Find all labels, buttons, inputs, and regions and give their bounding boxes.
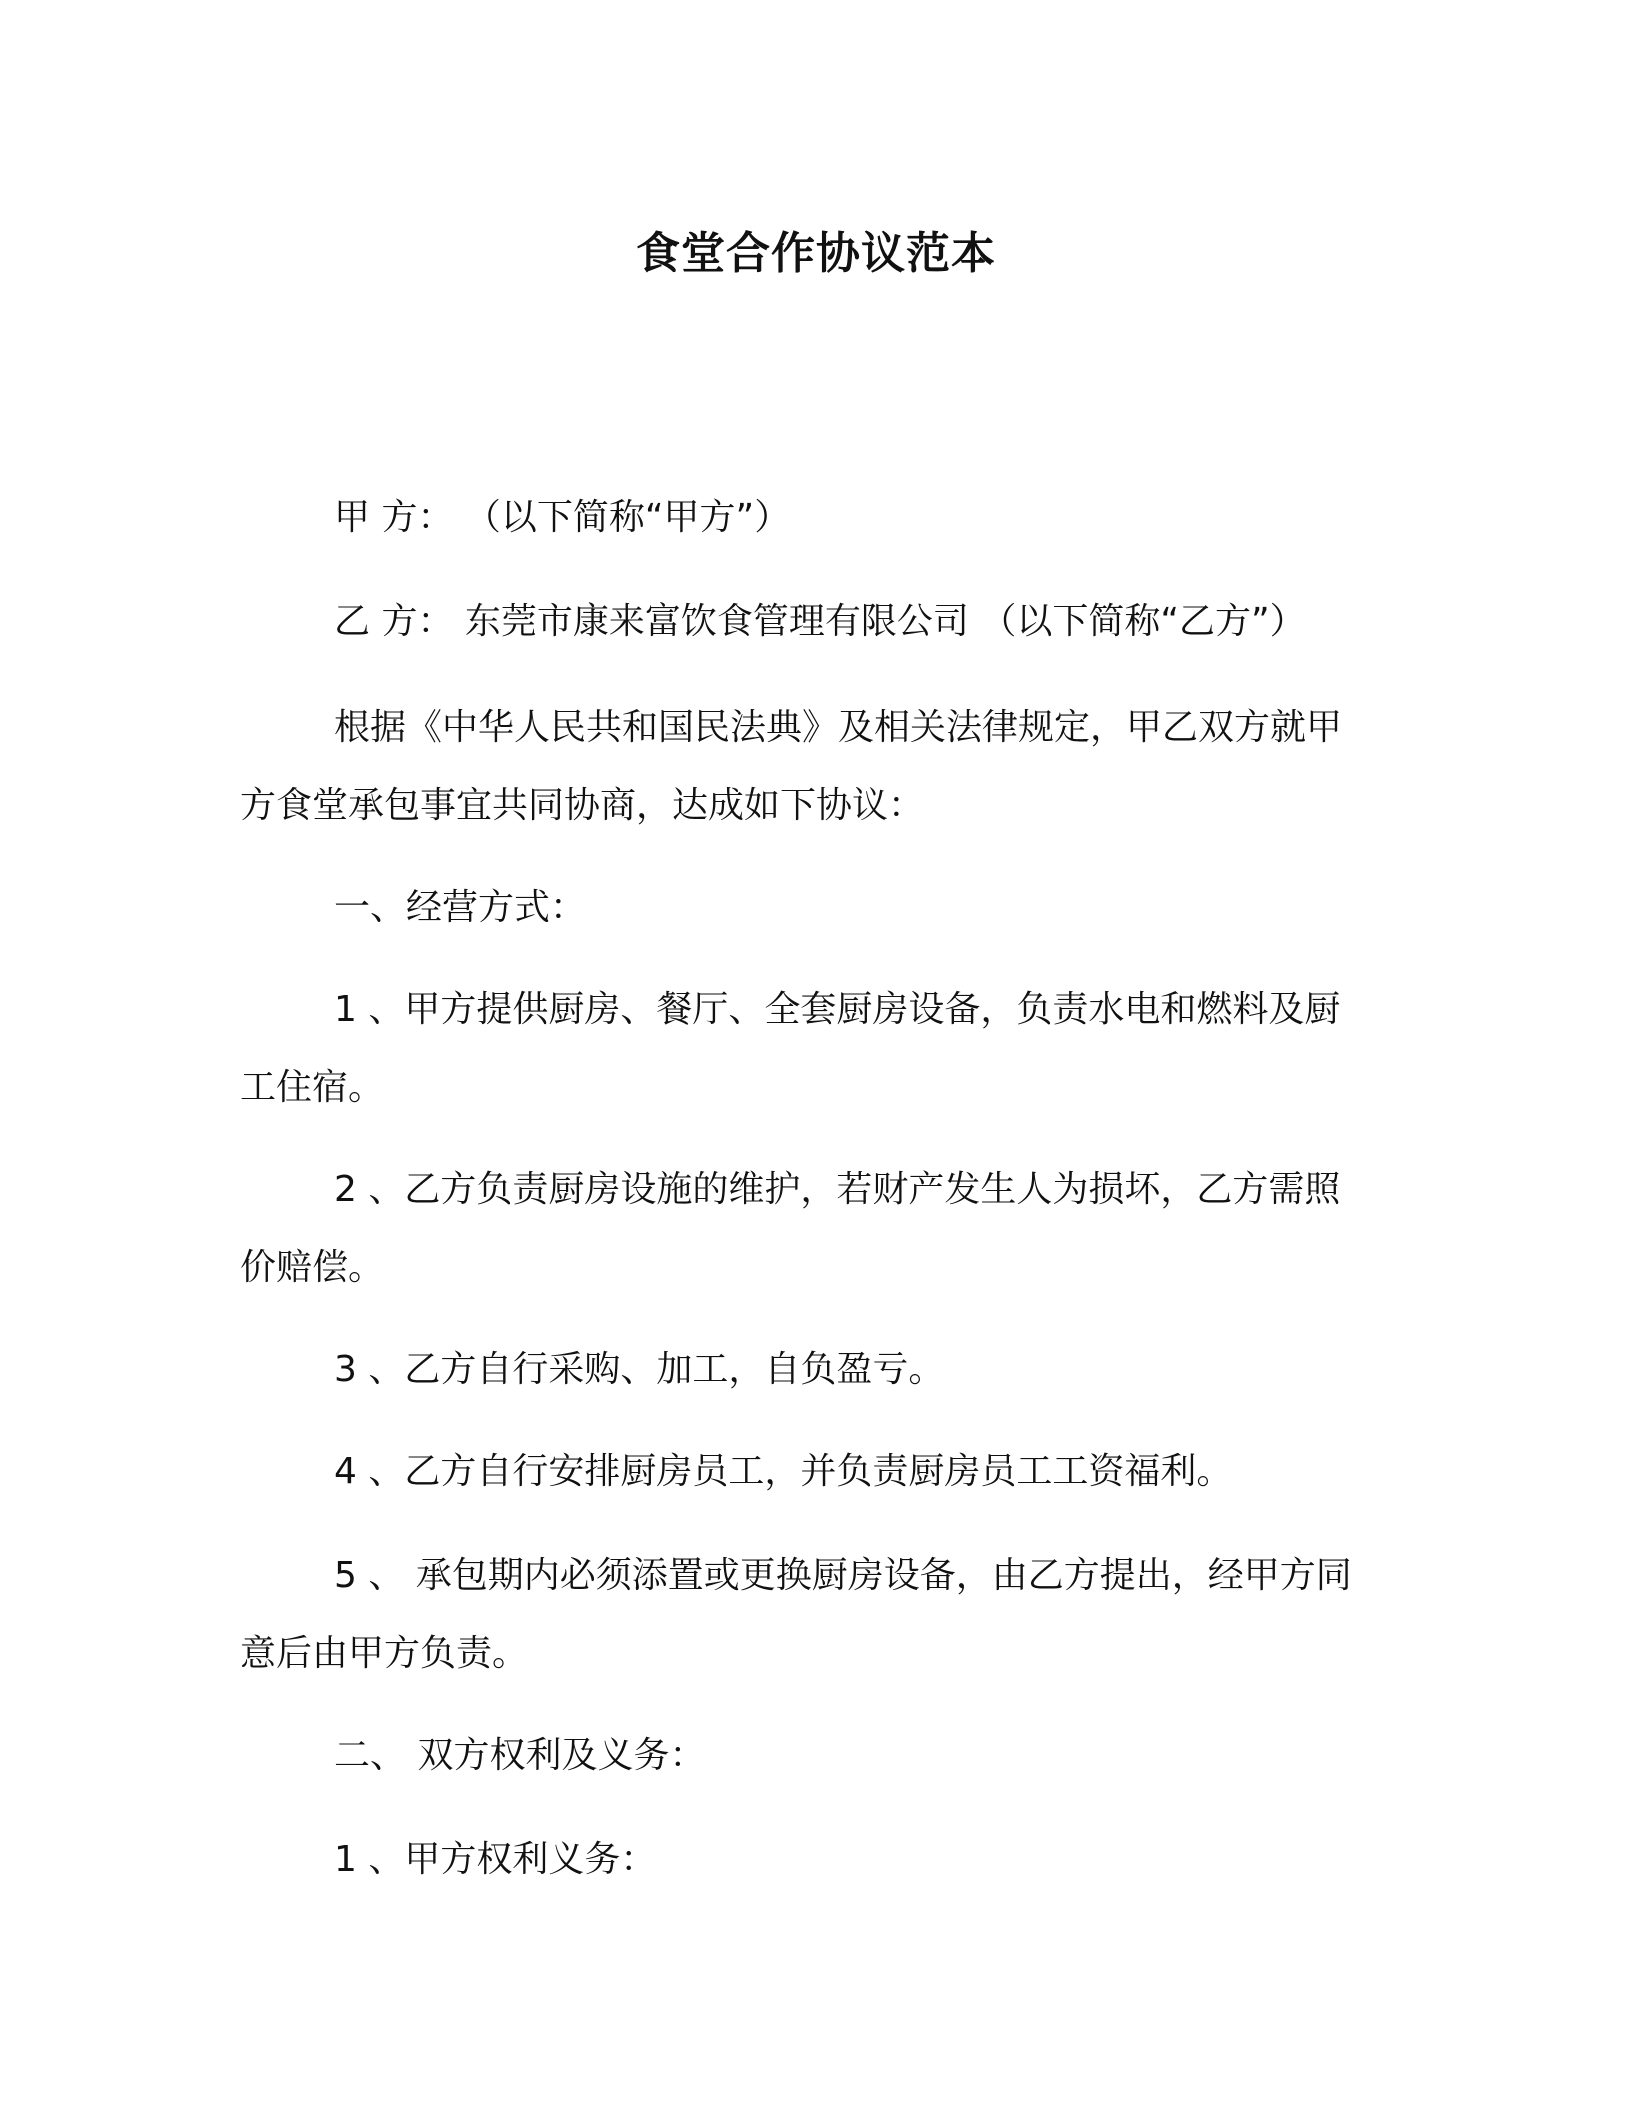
section-1-heading: 一、经营方式：: [334, 887, 587, 928]
item-2-line-2: 价赔偿。: [240, 1247, 385, 1288]
party-b-line: 乙 方： 东莞市康来富饮食管理有限公司 （以下简称“乙方”）: [334, 601, 1306, 642]
preamble-line-2: 方食堂承包事宜共同协商，达成如下协议：: [240, 785, 925, 826]
item-5-line-1: 5 、 承包期内必须添置或更换厨房设备，由乙方提出，经甲方同: [334, 1555, 1352, 1596]
item-3-line: 3 、乙方自行采购、加工，自负盈亏。: [334, 1349, 945, 1390]
item-4-line: 4 、乙方自行安排厨房员工，并负责厨房员工工资福利。: [334, 1451, 1233, 1492]
party-a-line: 甲 方： （以下简称“甲方”）: [334, 497, 791, 538]
document-title: 食堂合作协议范本: [636, 228, 996, 279]
item-5-line-2: 意后由甲方负责。: [240, 1633, 529, 1674]
preamble-line-1: 根据《中华人民共和国民法典》及相关法律规定，甲乙双方就甲: [334, 707, 1343, 748]
item-1-line-2: 工住宿。: [240, 1067, 385, 1108]
item-2-line-1: 2 、乙方负责厨房设施的维护，若财产发生人为损坏，乙方需照: [334, 1169, 1341, 1210]
section-2-item-1: 1 、甲方权利义务：: [334, 1839, 657, 1880]
section-2-heading: 二、 双方权利及义务：: [334, 1735, 706, 1776]
item-1-line-1: 1 、甲方提供厨房、餐厅、全套厨房设备，负责水电和燃料及厨: [334, 989, 1341, 1030]
